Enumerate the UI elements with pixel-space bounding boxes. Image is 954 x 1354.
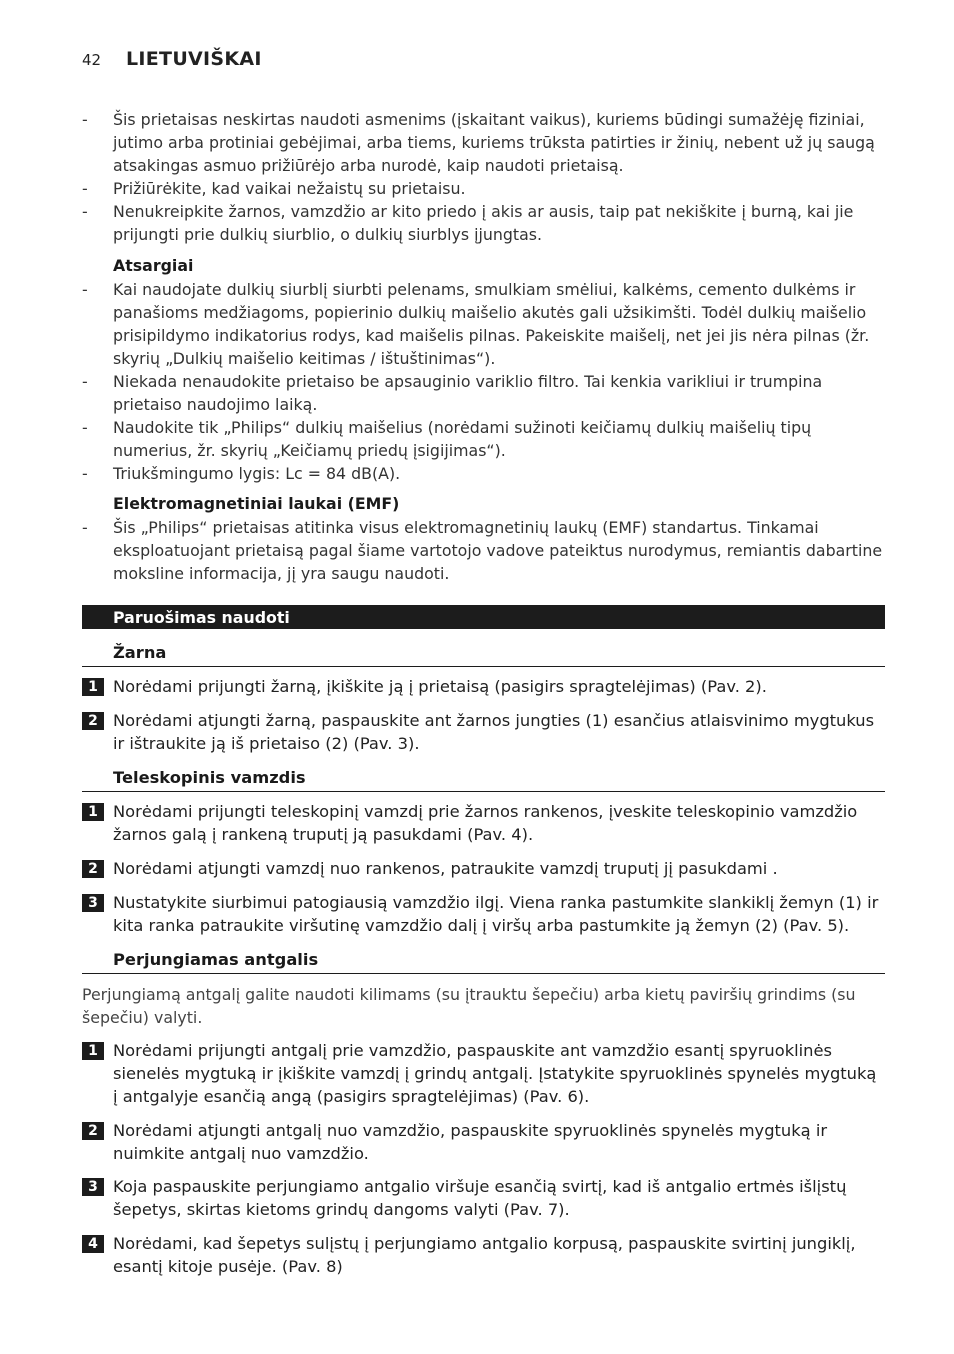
caution-list — [82, 278, 885, 485]
step-text: Norėdami prijungti žarną, įkiškite ją į prietaisą (pasigirs spragtelėjimas) (Pav. 2). — [113, 677, 767, 696]
step-number-badge: 4 — [82, 1235, 104, 1253]
warning-item: - Nenukreipkite žarnos, vamzdžio ar kito priedo į akis ar ausis, taip pat nekiškite į burną, kai jie prijungti prie dulkių siurblio, o dulkių siurblys įjungtas. — [82, 202, 854, 244]
hose-title: Žarna — [113, 643, 167, 662]
caution-item: - Triukšmingumo lygis: Lc = 84 dB(A). — [82, 464, 401, 483]
nozzle-step — [82, 1232, 885, 1278]
tube-step — [82, 800, 885, 846]
caution-item: - Naudokite tik „Philips“ dulkių maišelius (norėdami sužinoti keičiamų dulkių maišelių tipų numerius, žr. skyrių „Keičiamų priedų įsigijimas“). — [82, 418, 812, 460]
step-number-badge: 1 — [82, 1042, 104, 1060]
tube-step — [82, 891, 885, 937]
hose-step — [82, 709, 885, 755]
emf-list — [82, 516, 885, 585]
warning-item: - Šis prietaisas neskirtas naudoti asmenims (įskaitant vaikus), kuriems būdingi sumažėję fiziniai, jutimo arba protiniai gebėjimai, arba tiems, kuriems trūksta patirties ir žinių, nebent už jų saugą atsakingas asmuo prižiūrėjo arba nurodė, kaip naudoti prietaisą. — [82, 110, 875, 175]
nozzle-intro: Perjungiamą antgalį galite naudoti kilimams (su įtrauktu šepečiu) arba kietų paviršių grindims (su šepečiu) valyti. — [82, 985, 856, 1027]
emf-item: - Šis „Philips“ prietaisas atitinka visus elektromagnetinių laukų (EMF) standartus. Tinkamai eksploatuojant prietaisą pagal šiame vartotojo vadove pateiktus nurodymus, remiantis dabartine moksline informacija, jį yra saugu naudoti. — [82, 518, 883, 583]
divider — [82, 666, 885, 667]
step-number-badge: 1 — [82, 803, 104, 821]
step-text: Norėdami prijungti teleskopinį vamzdį prie žarnos rankenos, įveskite teleskopinio vamzdžio žarnos galą į rankeną truputį ją pasukdami (Pav. 4). — [113, 802, 858, 844]
step-number-badge: 2 — [82, 712, 104, 730]
step-number-badge: 3 — [82, 894, 104, 912]
divider — [82, 791, 885, 792]
emf-heading: Elektromagnetiniai laukai (EMF) — [113, 494, 400, 513]
caution-item: - Kai naudojate dulkių siurblį siurbti pelenams, smulkiam smėliui, kalkėms, cemento dulkėms ir panašioms medžiagoms, popierinio dulkių maišelio akutės gali užsikimšti. Todėl dulkių maišelio prisipildymo indikatorius rodys, kad maišelis pilnas. Pakeiskite maišelį, net jei jis nėra pilnas (žr. skyrių „Dulkių maišelio keitimas / ištuštinimas“). — [82, 280, 870, 368]
hose-subsection-header — [82, 641, 885, 667]
tube-subsection-header — [82, 766, 885, 792]
caution-heading: Atsargiai — [113, 256, 194, 275]
step-text: Norėdami atjungti vamzdį nuo rankenos, patraukite vamzdį truputį jį pasukdami . — [113, 859, 778, 878]
step-text: Koja paspauskite perjungiamo antgalio viršuje esančią svirtį, kad iš antgalio ertmės išlįstų šepetys, skirtas kietoms grindų dangoms valyti (Pav. 7). — [113, 1177, 847, 1219]
step-text: Nustatykite siurbimui patogiausią vamzdžio ilgį. Viena ranka pastumkite slankiklį žemyn (1) ir kita ranka patraukite viršutinę vamzdžio dalį į viršų arba pastumkite ją žemyn (2) (Pav. 5). — [113, 893, 879, 935]
page-number: 42 — [82, 51, 102, 69]
nozzle-step — [82, 1175, 885, 1221]
caution-item: - Niekada nenaudokite prietaiso be apsauginio variklio filtro. Tai kenkia varikliui ir trumpina prietaiso naudojimo laiką. — [82, 372, 823, 414]
step-number-badge: 2 — [82, 1122, 104, 1140]
step-text: Norėdami prijungti antgalį prie vamzdžio, paspauskite ant vamzdžio esantį spyruoklinės sienelės mygtuką ir įkiškite vamzdį į grindų antgalį. Įstatykite spyruoklinės spynelės mygtuką į antgalyje esančią angą (pasigirs spragtelėjimas) (Pav. 6). — [113, 1041, 877, 1106]
section-bar — [82, 605, 885, 629]
language-heading: LIETUVIŠKAI — [126, 48, 262, 70]
nozzle-title: Perjungiamas antgalis — [113, 950, 319, 969]
nozzle-step — [82, 1119, 885, 1165]
step-number-badge: 1 — [82, 678, 104, 696]
warnings-list — [82, 108, 885, 246]
tube-step — [82, 857, 885, 880]
step-text: Norėdami atjungti antgalį nuo vamzdžio, paspauskite spyruoklinės spynelės mygtuką ir nuimkite antgalį nuo vamzdžio. — [113, 1121, 828, 1163]
section-title: Paruošimas naudoti — [113, 608, 290, 627]
hose-step — [82, 675, 885, 698]
nozzle-subsection-header — [82, 948, 885, 974]
step-number-badge: 3 — [82, 1178, 104, 1196]
nozzle-step — [82, 1039, 885, 1108]
divider — [82, 973, 885, 974]
tube-title: Teleskopinis vamzdis — [113, 768, 306, 787]
warning-item: - Prižiūrėkite, kad vaikai nežaistų su prietaisu. — [82, 179, 466, 198]
step-text: Norėdami atjungti žarną, paspauskite ant žarnos jungties (1) esančius atlaisvinimo mygtukus ir ištraukite ją iš prietaiso (2) (Pav. 3). — [113, 711, 875, 753]
step-text: Norėdami, kad šepetys sulįstų į perjungiamo antgalio korpusą, paspauskite svirtinį jungiklį, esantį kitoje pusėje. (Pav. 8) — [113, 1234, 856, 1276]
step-number-badge: 2 — [82, 860, 104, 878]
